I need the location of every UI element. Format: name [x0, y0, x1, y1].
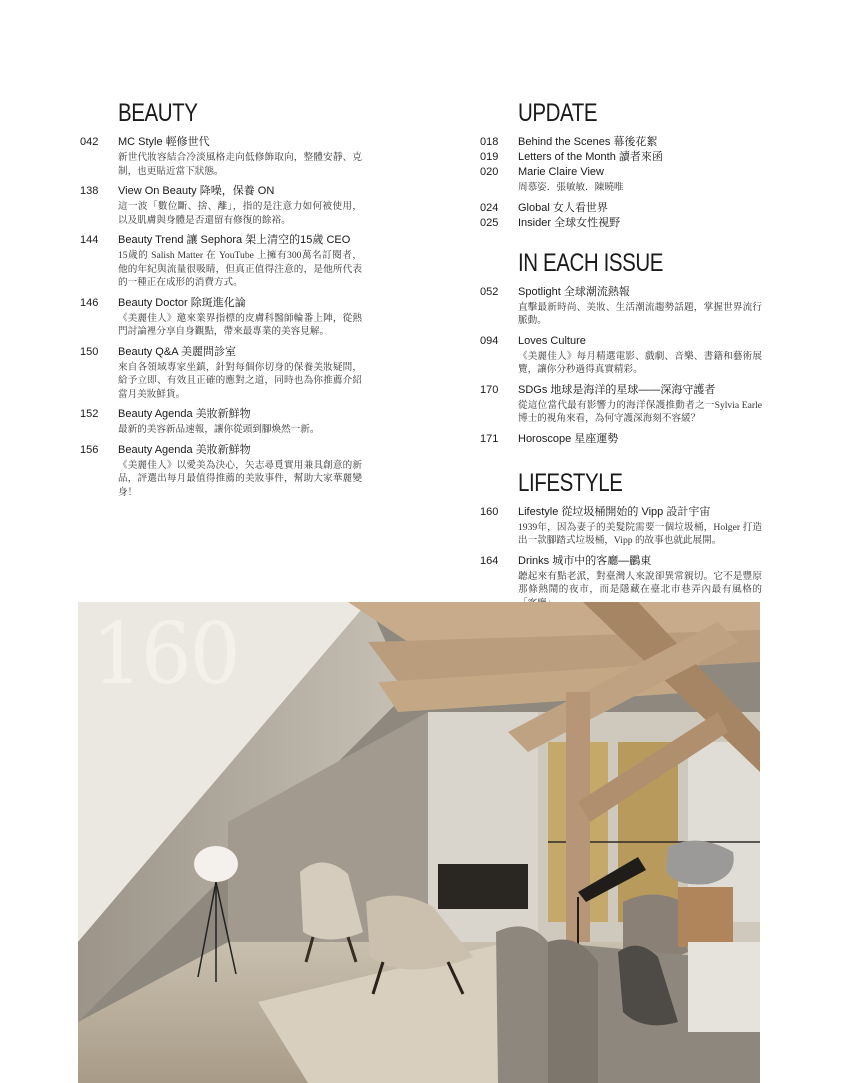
entry-description: 從這位當代最有影響力的海洋保護推動者之一Sylvia Earle博士的視角來看，為何守護深海刻不容緩？ — [518, 399, 762, 424]
in-each-issue-entry[interactable] — [480, 334, 762, 377]
entry-description: 新世代妝容結合冷淡風格走向低修飾取向，整體安靜、克制，也更貼近當下狀態。 — [118, 152, 362, 177]
entry-description: 15歲的 Salish Matter 在 YouTube 上擁有300萬名訂閱者，他的年紀與流量很吸睛，但真正值得注意的，是他所代表的一種正在成形的消費方式。 — [118, 250, 362, 288]
right-column — [480, 98, 762, 622]
entry-body — [518, 201, 762, 215]
page-ref-number: 152 — [80, 408, 99, 420]
beauty-entry[interactable] — [80, 407, 362, 437]
entry-description: 《美麗佳人》以愛美為決心，矢志尋覓實用兼具創意的新品，評選出每月最值得推薦的美妝事件，幫助大家華麗變身！ — [118, 459, 362, 498]
entry-body — [518, 285, 762, 328]
entry-body — [518, 135, 762, 149]
entry-body — [118, 296, 362, 339]
entry-title: Marie Claire View — [518, 166, 604, 178]
entry-title: View On Beauty 降噪，保養 ON — [118, 185, 275, 197]
entry-body — [118, 135, 362, 178]
entry-title: Horoscope 星座運勢 — [518, 432, 619, 445]
page-ref-number: 138 — [80, 185, 99, 197]
page-ref-number: 052 — [480, 285, 499, 298]
entry-body — [518, 150, 762, 164]
entry-title: Beauty Q&A 美麗問診室 — [118, 345, 236, 358]
entry-description: 最新的美容新品速報，讓你從頭到腳煥然一新。 — [118, 424, 320, 435]
entry-title: Drinks 城市中的客廳—鸝東 — [518, 554, 652, 567]
in-each-issue-entry[interactable] — [480, 383, 762, 426]
page-ref-number: 042 — [80, 136, 99, 148]
entry-body — [518, 505, 762, 548]
entry-title: Letters of the Month 讀者來函 — [518, 151, 663, 163]
entry-description: 1939年，因為妻子的美髮院需要一個垃圾桶，Holger 打造出一款腳踏式垃圾桶，Vipp 的故事也就此展開。 — [518, 521, 762, 546]
entry-description: 這一波「數位斷、捨、離」，指的是注意力如何被使用，以及肌膚與身體是否還留有修復的餘裕。 — [118, 201, 362, 226]
page-ref-number: 171 — [480, 432, 499, 445]
page-ref-number: 020 — [480, 166, 499, 178]
page-ref-number: 025 — [480, 216, 499, 229]
entry-title: Beauty Trend 讓 Sephora 架上清空的15歲 CEO — [118, 234, 351, 246]
entry-body — [118, 443, 362, 500]
entry-title: SDGs 地球是海洋的星球——深海守護者 — [518, 383, 716, 396]
page-number: 160 — [92, 605, 239, 703]
entry-body — [118, 345, 362, 402]
entry-description: 周慕姿．張敏敏．陳曉唯 — [518, 182, 624, 193]
entry-body — [118, 184, 362, 227]
in-each-issue-heading: IN EACH ISSUE — [518, 248, 664, 277]
page-ref-number: 156 — [80, 443, 99, 456]
lifestyle-entries — [480, 505, 762, 611]
entry-body — [118, 407, 362, 437]
page-ref-number: 094 — [480, 334, 499, 347]
entry-body — [518, 383, 762, 426]
update-entries — [480, 135, 762, 230]
beauty-entry[interactable] — [80, 184, 362, 227]
in-each-issue-section — [480, 248, 762, 446]
entry-title: Beauty Agenda 美妝新鮮物 — [118, 443, 251, 456]
update-entry[interactable] — [480, 201, 762, 215]
attic-living-room-photo — [78, 602, 760, 1083]
page-ref-number: 144 — [80, 234, 99, 246]
beauty-entry[interactable] — [80, 135, 362, 178]
page-ref-number: 164 — [480, 554, 499, 567]
beauty-entry[interactable] — [80, 443, 362, 500]
beauty-heading: BEAUTY — [118, 99, 198, 127]
page-ref-number: 019 — [480, 151, 499, 163]
update-entry[interactable] — [480, 135, 762, 149]
entry-description: 直擊最新時尚、美妝、生活潮流趨勢話題，掌握世界流行脈動。 — [518, 301, 762, 326]
beauty-entries — [80, 135, 362, 499]
entry-title: MC Style 輕修世代 — [118, 136, 210, 148]
entry-title: Beauty Doctor 除斑進化論 — [118, 296, 246, 309]
in-each-issue-entry[interactable] — [480, 432, 762, 446]
in-each-issue-entries — [480, 285, 762, 446]
page-ref-number: 150 — [80, 345, 99, 358]
entry-title: Spotlight 全球潮流熱報 — [518, 285, 630, 298]
entry-title: Loves Culture — [518, 334, 586, 347]
entry-title: Global 女人看世界 — [518, 201, 608, 214]
entry-description: 《美麗佳人》每月精選電影、戲劇、音樂、書籍和藝術展覽，讓你分秒過得真實精彩。 — [518, 350, 762, 375]
page-ref-number: 170 — [480, 383, 499, 396]
update-section — [480, 98, 762, 230]
beauty-column — [80, 98, 362, 505]
entry-body — [518, 334, 762, 377]
entry-description: 《美麗佳人》邀來業界指標的皮膚科醫師輪番上陣，從熱門討論裡分享自身觀點，帶來最專業的美容見解。 — [118, 312, 362, 337]
update-heading: UPDATE — [518, 99, 598, 127]
update-entry[interactable] — [480, 216, 762, 230]
entry-body — [518, 216, 762, 230]
entry-body — [118, 233, 362, 290]
entry-description: 聽起來有點老派，對臺灣人來說卻異常親切。它不是豐原那條熱鬧的夜市，而是隱藏在臺北市巷弄內最有風格的 — [518, 570, 762, 595]
lifestyle-section — [480, 468, 762, 611]
page-ref-number: 018 — [480, 136, 499, 148]
lifestyle-entry[interactable] — [480, 505, 762, 548]
lifestyle-heading: LIFESTYLE — [518, 468, 623, 497]
entry-description: 來自各領域專家坐鎮，針對每個你切身的保養美妝疑問，給予立即、有效且正確的應對之道，同時也為你推薦介紹當月美妝鮮貨。 — [118, 361, 362, 400]
entry-body — [518, 432, 762, 446]
entry-title: Lifestyle 從垃圾桶開始的 Vipp 設計宇宙 — [518, 505, 711, 518]
beauty-entry[interactable] — [80, 233, 362, 290]
page-ref-number: 146 — [80, 296, 99, 309]
page-ref-number: 024 — [480, 201, 499, 214]
entry-title: Beauty Agenda 美妝新鮮物 — [118, 408, 251, 420]
update-entry[interactable] — [480, 150, 762, 164]
page-ref-number: 160 — [480, 505, 499, 518]
entry-title: Behind the Scenes 幕後花絮 — [518, 136, 658, 148]
entry-body — [518, 165, 762, 195]
entry-title: Insider 全球女性視野 — [518, 216, 621, 229]
in-each-issue-entry[interactable] — [480, 285, 762, 328]
beauty-entry[interactable] — [80, 345, 362, 402]
update-entry[interactable] — [480, 165, 762, 195]
beauty-entry[interactable] — [80, 296, 362, 339]
